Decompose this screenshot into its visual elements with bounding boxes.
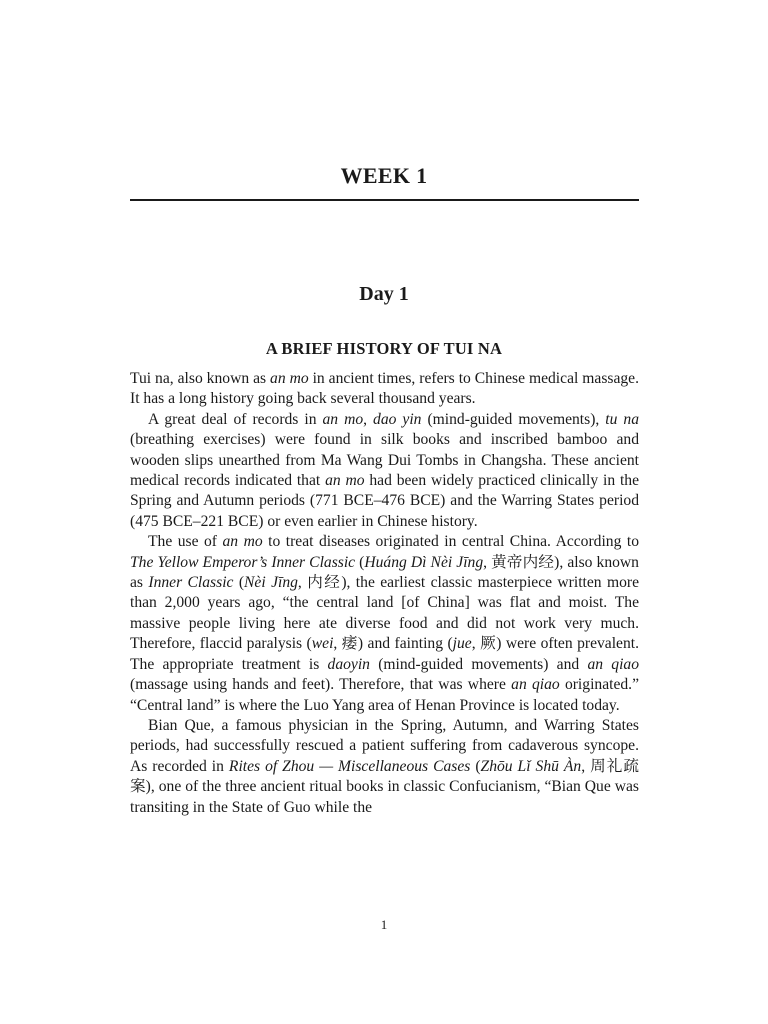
- italic-term: Inner Classic: [148, 574, 234, 592]
- text-run: (: [355, 553, 365, 571]
- body-text: [130, 369, 639, 818]
- text-run: (massage using hands and feet). Therefore, that was where: [130, 676, 512, 694]
- section-title: A BRIEF HISTORY OF TUI NA: [265, 339, 503, 358]
- italic-term: Zhōu Lǐ Shū Àn: [480, 757, 582, 775]
- title-rule: [130, 199, 639, 201]
- week-title: WEEK 1: [340, 163, 428, 188]
- text-run: , 内经), the earliest classic masterpiece written more than 2,000 years ago, “the central land [of China] was flat and moist. The massive people living here ate diverse food and did not work very much. Therefore, flaccid paralysis (: [130, 574, 640, 653]
- text-run: , 厥) were often prevalent. The appropriate treatment is: [130, 635, 639, 673]
- text-run: (mind-guided movements) and: [369, 655, 588, 673]
- text-run: in ancient times, refers to Chinese medical massage. It has a long history going back several thousand years.: [130, 370, 639, 408]
- italic-term: wei: [311, 635, 334, 653]
- text-run: Tui na, also known as: [130, 370, 271, 387]
- paragraph-4: [130, 716, 639, 818]
- paragraph-1: [130, 369, 639, 410]
- text-run: (breathing exercises) were found in silk books and inscribed bamboo and wooden slips unearthed from Ma Wang Dui Tombs in Changsha. These ancient medical records indicated that: [130, 431, 639, 490]
- italic-term: an qiao: [511, 676, 560, 694]
- page-number: 1: [380, 917, 388, 932]
- text-run: The use of: [148, 533, 223, 551]
- italic-term: an mo: [322, 410, 364, 428]
- italic-term: jue: [452, 635, 472, 653]
- italic-term: The Yellow Emperor’s Inner Classic: [130, 553, 356, 571]
- text-run: had been widely practiced clinically in the Spring and Autumn periods (771 BCE–476 BCE) and the Warring States period (475 BCE–221 BCE) or even earlier in Chinese history.: [130, 472, 639, 530]
- text-run: (: [233, 574, 245, 592]
- text-run: A great deal of records in: [148, 410, 323, 428]
- text-run: (: [470, 757, 481, 775]
- text-run: , 周礼疏案), one of the three ancient ritual books in classic Confucianism, “Bian Que was transiting in the State of Guo while the: [130, 757, 640, 816]
- paragraph-3: [130, 532, 639, 716]
- text-run: ,: [363, 410, 374, 428]
- italic-term: an qiao: [587, 655, 640, 673]
- text-run: to treat diseases originated in central China. According to: [262, 533, 640, 551]
- italic-term: tu na: [605, 410, 640, 428]
- text-run: Bian Que, a famous physician in the Spring, Autumn, and Warring States periods, had successfully rescued a patient suffering from cadaverous syncope. As recorded in: [130, 716, 639, 775]
- paragraph-2: [130, 410, 639, 532]
- italic-term: an mo: [222, 533, 263, 551]
- italic-term: Nèi Jīng: [244, 574, 298, 592]
- text-run: (mind-guided movements),: [421, 410, 606, 428]
- text-run: , 黄帝内经), also known as: [130, 553, 639, 592]
- italic-term: dao yin: [373, 410, 422, 428]
- italic-term: an mo: [325, 472, 365, 490]
- italic-term: Huáng Dì Nèi Jīng: [364, 553, 484, 571]
- text-run: originated.” “Central land” is where the Luo Yang area of Henan Province is located today.: [130, 676, 639, 714]
- text-run: , 痿) and fainting (: [333, 635, 453, 653]
- day-title: Day 1: [359, 283, 409, 305]
- italic-term: an mo: [270, 370, 309, 387]
- italic-term: Rites of Zhou — Miscellaneous Cases: [228, 757, 471, 775]
- italic-term: daoyin: [327, 655, 370, 673]
